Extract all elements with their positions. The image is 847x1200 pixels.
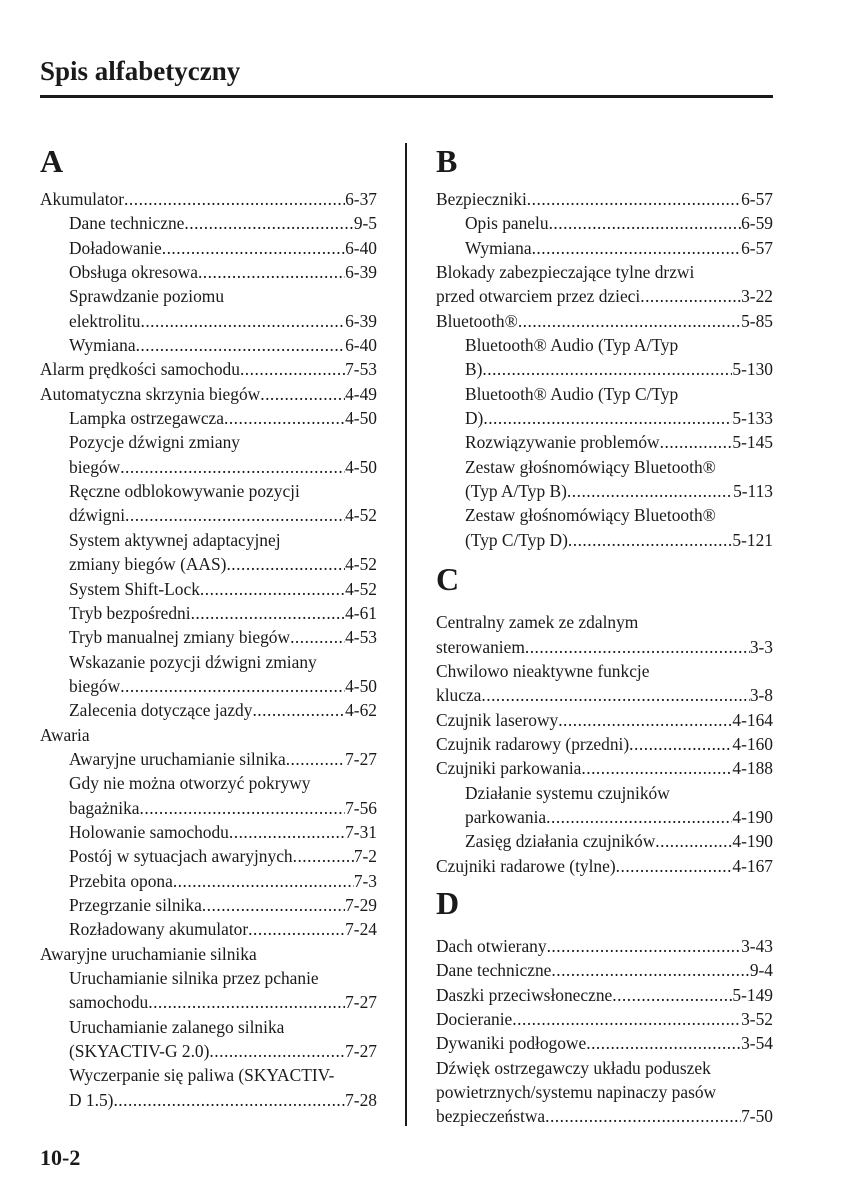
index-subentry [40, 1039, 377, 1063]
entry-term: Dywaniki podłogowe [436, 1033, 587, 1054]
index-column-right [436, 145, 773, 1129]
index-subentry [40, 917, 377, 941]
entry-term: Opis panelu [465, 213, 549, 234]
index-entry [436, 683, 773, 707]
dot-leader [191, 601, 346, 625]
entry-term: zmiany biegów (AAS) [69, 554, 227, 575]
dot-leader [202, 893, 345, 917]
entry-term: Rozładowany akumulator [69, 919, 249, 940]
dot-leader [581, 756, 732, 780]
entry-term: D 1.5) [69, 1089, 114, 1110]
entry-term: Zestaw głośnomówiący Bluetooth® [465, 456, 716, 477]
entry-page-ref: 3-43 [741, 935, 773, 956]
entry-term: biegów [69, 675, 121, 696]
section-letter: A [40, 143, 64, 179]
index-subentry [40, 1015, 377, 1039]
entry-page-ref: 7-27 [345, 1041, 377, 1062]
dot-leader [240, 357, 345, 381]
entry-page-ref: 5-85 [741, 310, 773, 331]
entry-term: Gdy nie można otworzyć pokrywy [69, 773, 311, 794]
index-subentry [40, 430, 377, 454]
dot-leader [558, 708, 732, 732]
entry-term: przed otwarciem przez dzieci [436, 286, 641, 307]
index-subentry [40, 479, 377, 503]
index-subentry [436, 805, 773, 829]
entry-page-ref: 9-4 [749, 960, 773, 981]
dot-leader [120, 455, 345, 479]
dot-leader [568, 528, 733, 552]
dot-leader [551, 958, 749, 982]
index-subentry [40, 674, 377, 698]
index-entry [40, 357, 377, 381]
entry-term: Czujniki parkowania [436, 758, 582, 779]
index-subentry [40, 747, 377, 771]
entry-term: D) [465, 408, 484, 429]
index-entry [436, 659, 773, 683]
entry-page-ref: 4-190 [732, 831, 773, 852]
dot-leader [209, 1039, 345, 1063]
entry-page-ref: 6-37 [345, 189, 377, 209]
index-subentry [40, 1063, 377, 1087]
index-subentry [40, 625, 377, 649]
section-letter: C [436, 561, 460, 598]
entry-term: Dane techniczne [69, 213, 185, 234]
dot-leader [252, 698, 345, 722]
index-entry [436, 1007, 773, 1031]
dot-leader [173, 869, 354, 893]
index-subentry [40, 844, 377, 868]
entry-page-ref: 9-5 [353, 213, 377, 234]
index-entry [436, 1031, 773, 1055]
index-subentry [40, 650, 377, 674]
entry-page-ref: 3-22 [741, 286, 773, 307]
entry-term: System aktywnej adaptacyjnej [69, 529, 281, 550]
index-subentry [40, 406, 377, 430]
entry-term: Obsługa okresowa [69, 262, 198, 283]
entry-page-ref: 7-29 [345, 894, 377, 915]
entry-term: Blokady zabezpieczające tylne drzwi [436, 262, 695, 283]
index-subentry [436, 333, 773, 357]
index-entry [436, 983, 773, 1007]
index-subentry [40, 796, 377, 820]
entry-term: Bluetooth® Audio (Typ A/Typ [465, 335, 679, 356]
entry-term: Holowanie samochodu [69, 821, 229, 842]
dot-leader [200, 577, 345, 601]
dot-leader [660, 430, 733, 454]
index-entry [436, 284, 773, 308]
entry-page-ref: 7-50 [741, 1106, 773, 1127]
dot-leader [482, 357, 732, 381]
entry-term: Dźwięk ostrzegawczy układu poduszek [436, 1057, 711, 1078]
dot-leader [616, 854, 733, 878]
dot-leader [518, 309, 741, 333]
entry-page-ref: 7-2 [353, 846, 377, 867]
dot-leader [545, 1104, 741, 1128]
entry-term: powietrznych/systemu napinaczy pasów [436, 1082, 717, 1102]
index-entry [436, 309, 773, 333]
entry-term: Wskazanie pozycji dźwigni zmiany [69, 651, 317, 672]
index-subentry [436, 829, 773, 853]
entry-term: Zalecenia dotyczące jazdy [69, 700, 253, 721]
entry-page-ref: 4-188 [732, 758, 773, 779]
entry-term: Bluetooth® Audio (Typ C/Typ [465, 383, 679, 404]
dot-leader [532, 236, 742, 260]
entry-page-ref: 7-31 [345, 821, 377, 842]
entry-page-ref: 6-39 [345, 310, 377, 331]
index-subentry [40, 893, 377, 917]
entry-term: System Shift-Lock [69, 578, 200, 599]
entry-term: Wymiana [69, 335, 136, 356]
entry-term: Lampka ostrzegawcza [69, 408, 224, 429]
entry-term: Przegrzanie silnika [69, 894, 202, 915]
index-subentry [40, 211, 377, 235]
dot-leader [567, 479, 733, 503]
entry-page-ref: 3-52 [741, 1008, 773, 1029]
index-entry [40, 382, 377, 406]
entry-page-ref: 3-8 [749, 685, 773, 706]
entry-term: (SKYACTIV-G 2.0) [69, 1041, 210, 1062]
entry-term: Bluetooth® [436, 310, 518, 331]
entry-page-ref: 4-50 [345, 456, 377, 477]
dot-leader [226, 552, 345, 576]
index-subentry [40, 333, 377, 357]
index-entry [436, 854, 773, 878]
index-entry [436, 187, 773, 211]
dot-leader [655, 829, 732, 853]
dot-leader [286, 747, 345, 771]
index-subentry [40, 990, 377, 1014]
entry-term: Akumulator [40, 189, 125, 209]
index-entry [436, 958, 773, 982]
entry-term: Rozwiązywanie problemów [465, 432, 660, 453]
entry-term: Przebita opona [69, 870, 173, 891]
page-title: Spis alfabetyczny [40, 56, 241, 86]
dot-leader [260, 382, 345, 406]
index-subentry [40, 260, 377, 284]
index-subentry [40, 528, 377, 552]
entry-page-ref: 4-167 [732, 855, 773, 876]
column-divider [405, 143, 407, 1126]
index-entry [436, 610, 773, 634]
entry-page-ref: 4-160 [732, 733, 773, 754]
dot-leader [229, 820, 345, 844]
dot-leader [512, 1007, 741, 1031]
dot-leader [248, 917, 345, 941]
entry-term: Chwilowo nieaktywne funkcje [436, 660, 650, 681]
entry-page-ref: 6-59 [741, 213, 773, 234]
dot-leader [184, 211, 353, 235]
index-subentry [40, 309, 377, 333]
entry-term: Czujniki radarowe (tylne) [436, 855, 616, 876]
entry-term: Awaryjne uruchamianie silnika [40, 943, 257, 964]
index-entry [436, 708, 773, 732]
entry-page-ref: 6-40 [345, 335, 377, 356]
section-letter: D [436, 884, 460, 921]
entry-term: Postój w sytuacjach awaryjnych [69, 846, 293, 867]
entry-term: Dane techniczne [436, 960, 552, 981]
index-subentry [436, 357, 773, 381]
entry-page-ref: 4-52 [345, 505, 377, 526]
dot-leader [120, 674, 345, 698]
entry-term: Czujnik radarowy (przedni) [436, 733, 630, 754]
index-subentry [436, 236, 773, 260]
index-subentry [40, 503, 377, 527]
dot-leader [198, 260, 345, 284]
title-rule [40, 95, 773, 98]
entry-page-ref: 3-3 [749, 636, 773, 657]
dot-leader [293, 844, 354, 868]
index-subentry [436, 455, 773, 479]
index-subentry [40, 966, 377, 990]
entry-term: Bezpieczniki [436, 189, 527, 209]
index-subentry [40, 552, 377, 576]
entry-page-ref: 7-27 [345, 748, 377, 769]
entry-term: (Typ A/Typ B) [465, 481, 567, 502]
index-entry [436, 1104, 773, 1128]
entry-term: Zestaw głośnomówiący Bluetooth® [465, 505, 716, 526]
entry-term: Ręczne odblokowywanie pozycji [69, 481, 300, 502]
index-entry [436, 1056, 773, 1080]
entry-page-ref: 4-62 [345, 700, 377, 721]
dot-leader [640, 284, 741, 308]
dot-leader [125, 503, 345, 527]
index-entry [436, 635, 773, 659]
entry-page-ref: 4-52 [345, 578, 377, 599]
entry-term: B) [465, 359, 483, 380]
index-subentry [40, 601, 377, 625]
entry-page-ref: 6-57 [741, 237, 773, 258]
entry-page-ref: 6-39 [345, 262, 377, 283]
dot-leader [113, 1088, 345, 1112]
entry-term: Czujnik laserowy [436, 709, 559, 730]
index-subentry [40, 771, 377, 795]
entry-term: Alarm prędkości samochodu [40, 359, 240, 380]
entry-page-ref: 5-113 [733, 481, 773, 502]
index-column-left [40, 145, 377, 1112]
index-entry [436, 934, 773, 958]
index-subentry [40, 869, 377, 893]
dot-leader [586, 1031, 741, 1055]
entry-term: Sprawdzanie poziomu [69, 286, 225, 307]
dot-leader [140, 796, 346, 820]
index-subentry [40, 284, 377, 308]
entry-page-ref: 4-49 [345, 383, 377, 404]
entry-term: Pozycje dźwigni zmiany [69, 432, 240, 453]
entry-page-ref: 6-40 [345, 237, 377, 258]
dot-leader [629, 732, 732, 756]
page-number: 10-2 [40, 1145, 81, 1170]
entry-term: Daszki przeciwsłoneczne [436, 984, 613, 1005]
dot-leader [527, 187, 741, 211]
entry-page-ref: 4-50 [345, 675, 377, 696]
entry-term: Uruchamianie silnika przez pchanie [69, 968, 319, 988]
entry-term: Tryb bezpośredni [69, 602, 191, 623]
dot-leader [224, 406, 345, 430]
index-subentry [436, 382, 773, 406]
dot-leader [525, 635, 750, 659]
entry-term: bagażnika [69, 797, 140, 818]
index-subentry [436, 479, 773, 503]
entry-term: dźwigni [69, 505, 126, 526]
entry-page-ref: 7-24 [345, 919, 377, 940]
dot-leader [481, 683, 749, 707]
section-letter: B [436, 143, 458, 179]
entry-term: Uruchamianie zalanego silnika [69, 1016, 285, 1037]
entry-term: Awaryjne uruchamianie silnika [69, 748, 286, 769]
entry-term: Awaria [40, 724, 90, 745]
dot-leader [124, 187, 345, 211]
index-entry [436, 1080, 773, 1104]
index-subentry [436, 430, 773, 454]
entry-page-ref: 4-164 [732, 709, 773, 730]
dot-leader [162, 236, 345, 260]
entry-term: samochodu [69, 992, 149, 1013]
index-subentry [40, 820, 377, 844]
entry-term: Wyczerpanie się paliwa (SKYACTIV- [69, 1065, 335, 1086]
entry-term: elektrolitu [69, 310, 141, 331]
dot-leader [546, 805, 732, 829]
index-entry [436, 732, 773, 756]
index-subentry [40, 698, 377, 722]
index-subentry [436, 406, 773, 430]
entry-page-ref: 6-57 [741, 189, 773, 209]
entry-page-ref: 5-133 [732, 408, 773, 429]
entry-term: Doładowanie [69, 237, 162, 258]
entry-page-ref: 7-27 [345, 992, 377, 1013]
entry-term: Działanie systemu czujników [465, 782, 670, 803]
dot-leader [140, 309, 345, 333]
entry-page-ref: 7-56 [345, 797, 377, 818]
dot-leader [483, 406, 732, 430]
entry-page-ref: 7-28 [345, 1089, 377, 1110]
entry-page-ref: 4-52 [345, 554, 377, 575]
entry-page-ref: 7-3 [353, 870, 377, 891]
index-subentry [436, 528, 773, 552]
index-entry [40, 187, 377, 211]
index-subentry [436, 211, 773, 235]
index-subentry [40, 455, 377, 479]
dot-leader [547, 934, 742, 958]
index-entry [40, 942, 377, 966]
entry-page-ref: 4-50 [345, 408, 377, 429]
dot-leader [549, 211, 742, 235]
entry-term: bezpieczeństwa [436, 1106, 546, 1127]
entry-term: Dach otwierany [436, 935, 547, 956]
index-subentry [40, 1088, 377, 1112]
entry-term: biegów [69, 456, 121, 477]
entry-page-ref: 5-149 [732, 984, 773, 1005]
entry-page-ref: 5-121 [732, 529, 773, 550]
entry-term: Tryb manualnej zmiany biegów [69, 627, 291, 648]
index-entry [436, 756, 773, 780]
entry-page-ref: 3-54 [741, 1033, 773, 1054]
dot-leader [612, 983, 732, 1007]
entry-term: Zasięg działania czujników [465, 831, 656, 852]
entry-page-ref: 5-145 [732, 432, 773, 453]
entry-page-ref: 7-53 [345, 359, 377, 380]
entry-term: Automatyczna skrzynia biegów [40, 383, 261, 404]
index-subentry [436, 503, 773, 527]
entry-term: Centralny zamek ze zdalnym [436, 612, 639, 633]
dot-leader [290, 625, 345, 649]
index-subentry [40, 236, 377, 260]
entry-term: sterowaniem [436, 636, 525, 657]
entry-term: (Typ C/Typ D) [465, 529, 568, 550]
index-subentry [40, 577, 377, 601]
entry-term: Docieranie [436, 1008, 513, 1029]
dot-leader [136, 333, 346, 357]
index-subentry [436, 781, 773, 805]
entry-page-ref: 4-53 [345, 627, 377, 648]
index-entry [436, 260, 773, 284]
entry-term: klucza [436, 685, 482, 706]
entry-term: parkowania [465, 806, 547, 827]
entry-term: Wymiana [465, 237, 532, 258]
entry-page-ref: 5-130 [732, 359, 773, 380]
entry-page-ref: 4-61 [345, 602, 377, 623]
dot-leader [148, 990, 345, 1014]
index-entry [40, 723, 377, 747]
entry-page-ref: 4-190 [732, 806, 773, 827]
